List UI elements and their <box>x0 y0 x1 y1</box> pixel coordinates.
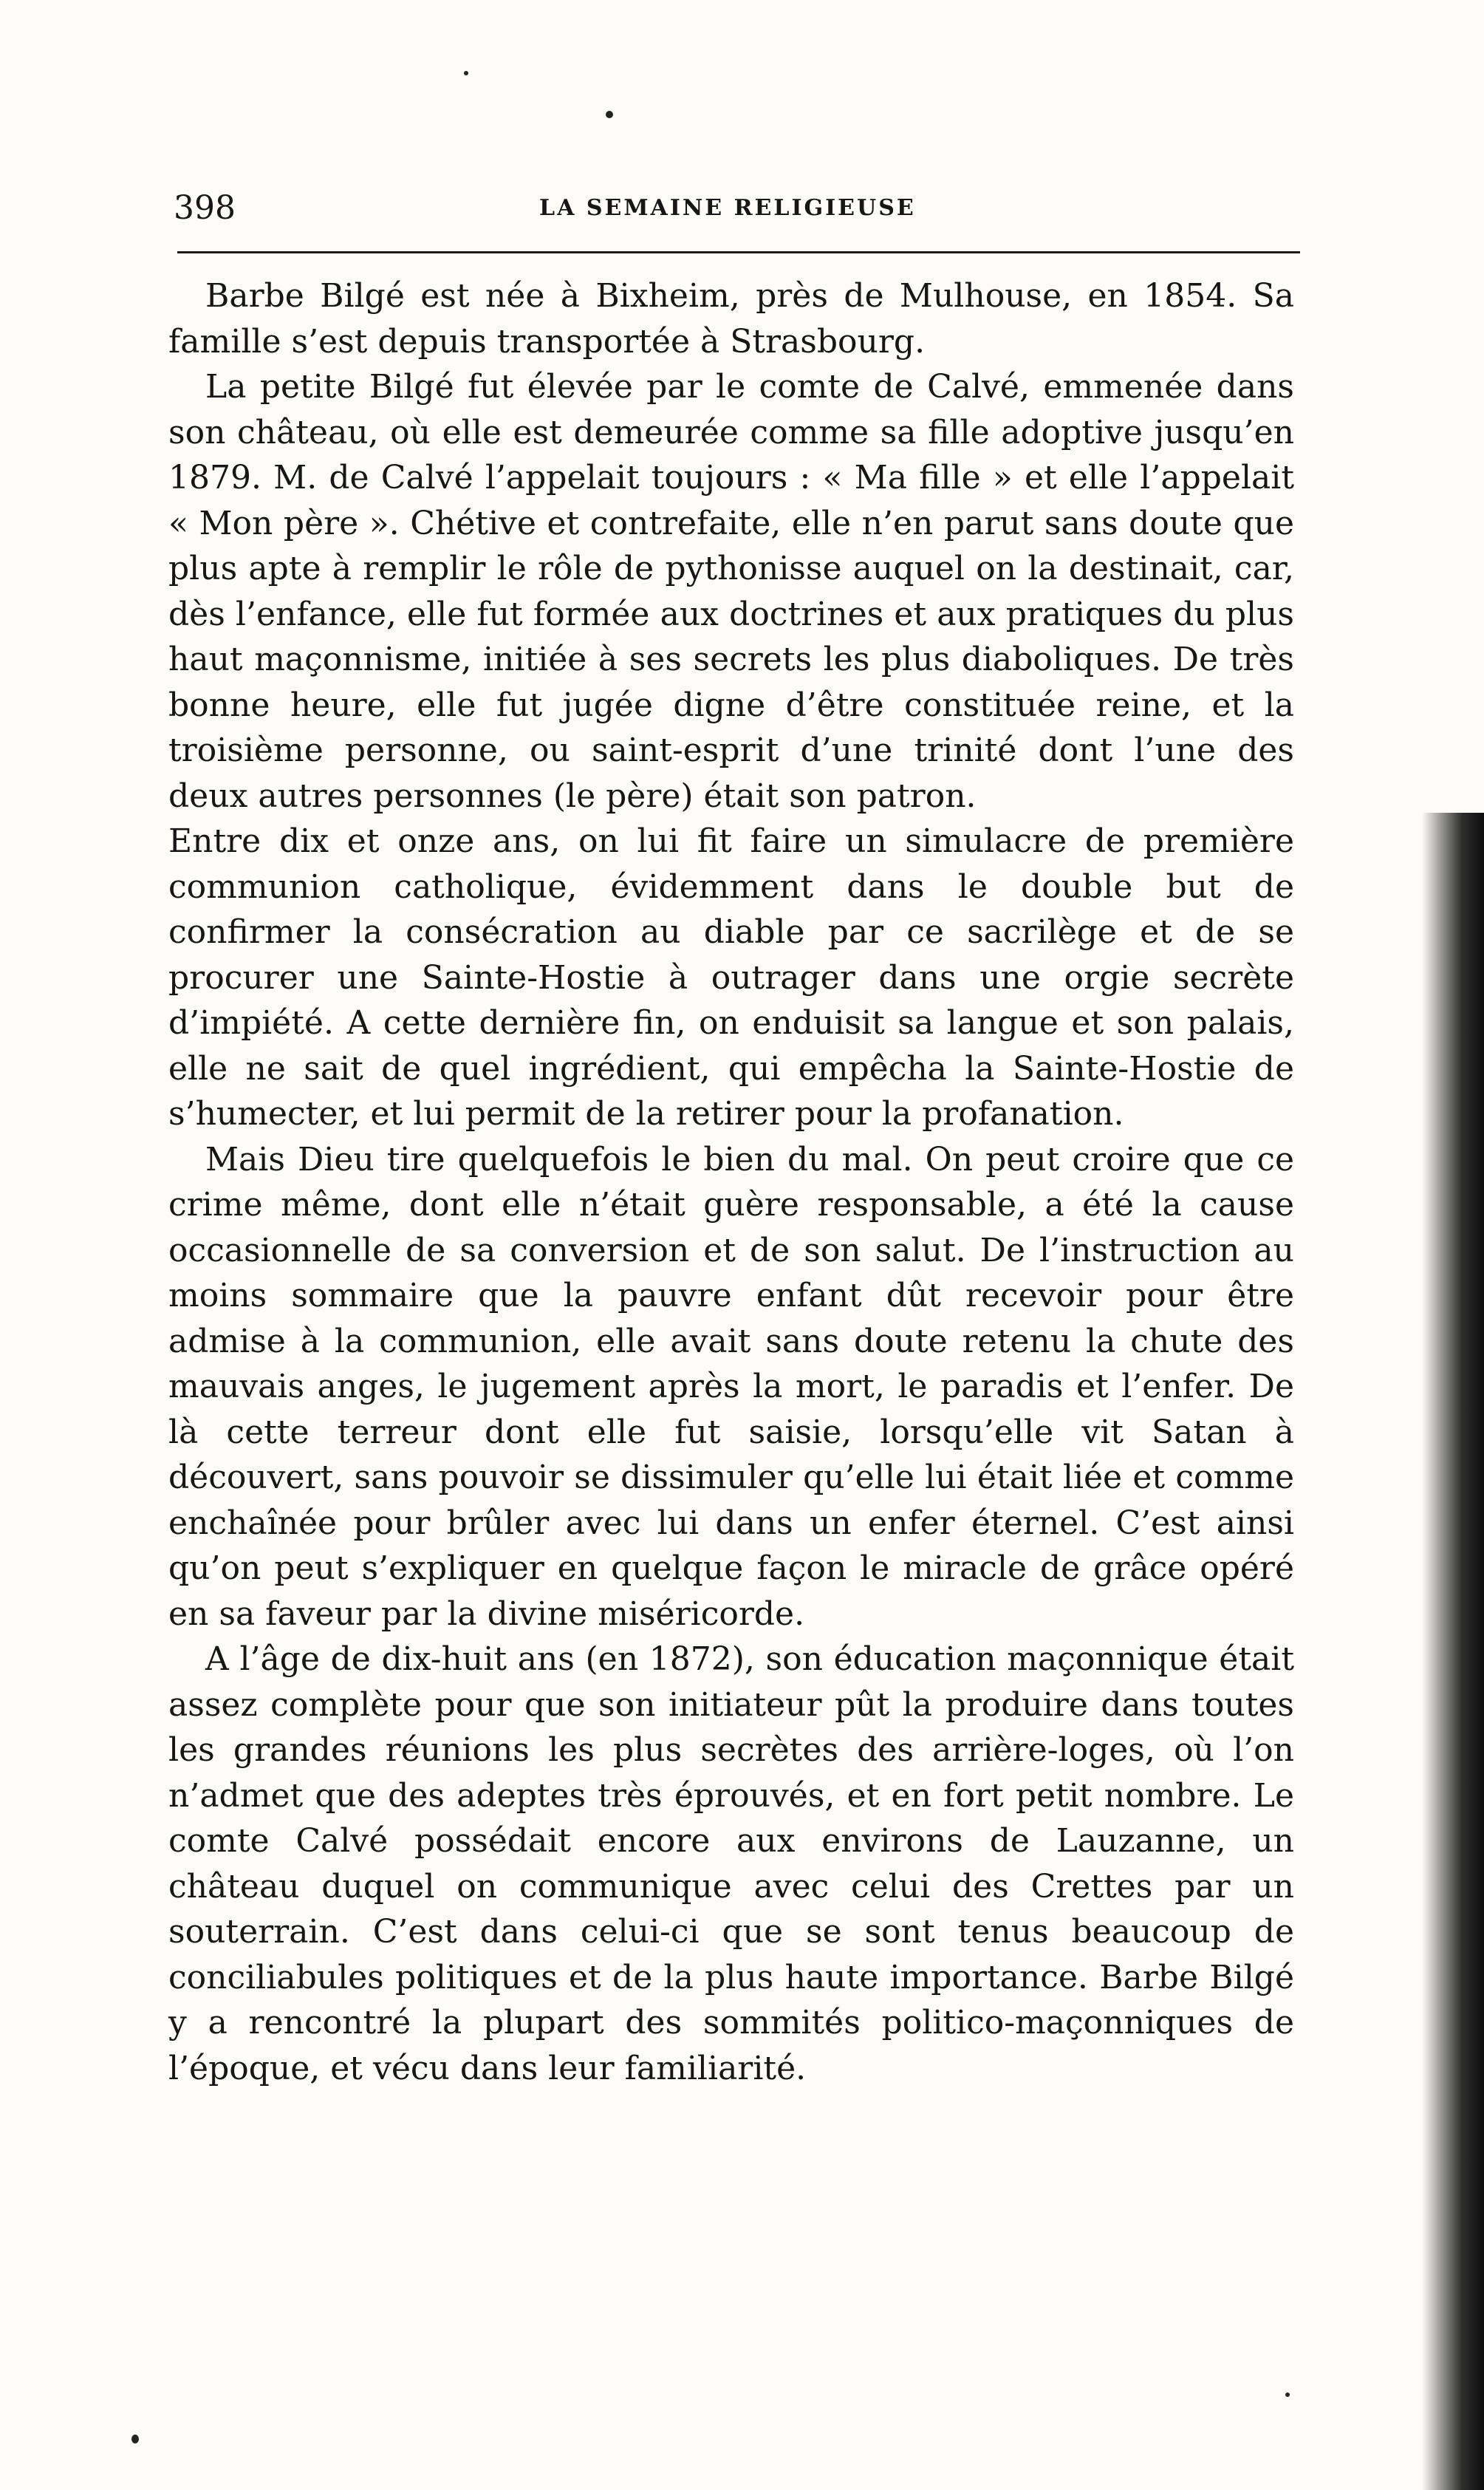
header-rule <box>177 251 1300 253</box>
paragraph: Entre dix et onze ans, on lui fit faire un simulacre de première communion catholique, évidemment dans le double but de confirmer la consécration au diable par ce sacrilège et de se procurer une Sainte-Hostie à outrager dans une orgie secrète d’impiété. A cette dernière fin, on enduisit sa langue et son palais, elle ne sait de quel ingrédient, qui empêcha la Sainte-Hostie de s’humecter, et lui permit de la retirer pour la profanation. <box>168 822 1294 1133</box>
page-number: 398 <box>174 189 236 227</box>
paragraph: Barbe Bilgé est née à Bixheim, près de Mulhouse, en 1854. Sa famille s’est depuis transportée à Strasbourg. <box>168 277 1294 361</box>
scan-speck <box>131 2435 139 2443</box>
paragraph: A l’âge de dix-huit ans (en 1872), son éducation maçonnique était assez complète pour que son initiateur pût la produire dans toutes les grandes réunions les plus secrètes des arrière-loges, où l’on n’admet que des adeptes très éprouvés, et en fort petit nombre. Le comte Calvé possédait encore aux environs de Lauzanne, un château duquel on communique avec celui des Crettes par un souterrain. C’est dans celui-ci que se sont tenus beaucoup de conciliabules politiques et de la plus haute importance. Barbe Bilgé y a rencontré la plupart des sommités politico-maçonniques de l’époque, et vécu dans leur familiarité. <box>168 1640 1294 2087</box>
scan-shadow-edge <box>1395 813 1484 2490</box>
scan-speck <box>1285 2392 1290 2397</box>
page-header <box>174 189 1289 233</box>
paragraph: La petite Bilgé fut élevée par le comte de Calvé, emmenée dans son château, où elle est demeurée comme sa fille adoptive jusqu’en 1879. M. de Calvé l’appelait toujours : « Ma fille » et elle l’appelait « Mon père ». Chétive et contrefaite, elle n’en parut sans doute que plus apte à remplir le rôle de pythonisse auquel on la destinait, car, dès l’enfance, elle fut formée aux doctrines et aux pratiques du plus haut maçonnisme, initiée à ses secrets les plus diaboliques. De très bonne heure, elle fut jugée digne d’être constituée reine, et la troisième personne, ou saint-esprit d’une trinité dont l’une des deux autres personnes (le père) était son patron. <box>168 368 1294 815</box>
paragraph: Mais Dieu tire quelquefois le bien du mal. On peut croire que ce crime même, dont elle n’était guère responsable, a été la cause occasionnelle de sa conversion et de son salut. De l’instruction au moins sommaire que la pauvre enfant dût recevoir pour être admise à la communion, elle avait sans doute retenu la chute des mauvais anges, le jugement après la mort, le paradis et l’enfer. De là cette terreur dont elle fut saisie, lorsqu’elle vit Satan à découvert, sans pouvoir se dissimuler qu’elle lui était liée et comme enchaînée pour brûler avec lui dans un enfer éternel. C’est ainsi qu’on peut s’expliquer en quelque façon le miracle de grâce opéré en sa faveur par la divine miséricorde. <box>168 1140 1294 1633</box>
running-title: LA SEMAINE RELIGIEUSE <box>539 195 916 221</box>
body-text <box>168 273 1294 2091</box>
scan-speck <box>606 111 613 118</box>
scan-speck <box>464 71 468 75</box>
